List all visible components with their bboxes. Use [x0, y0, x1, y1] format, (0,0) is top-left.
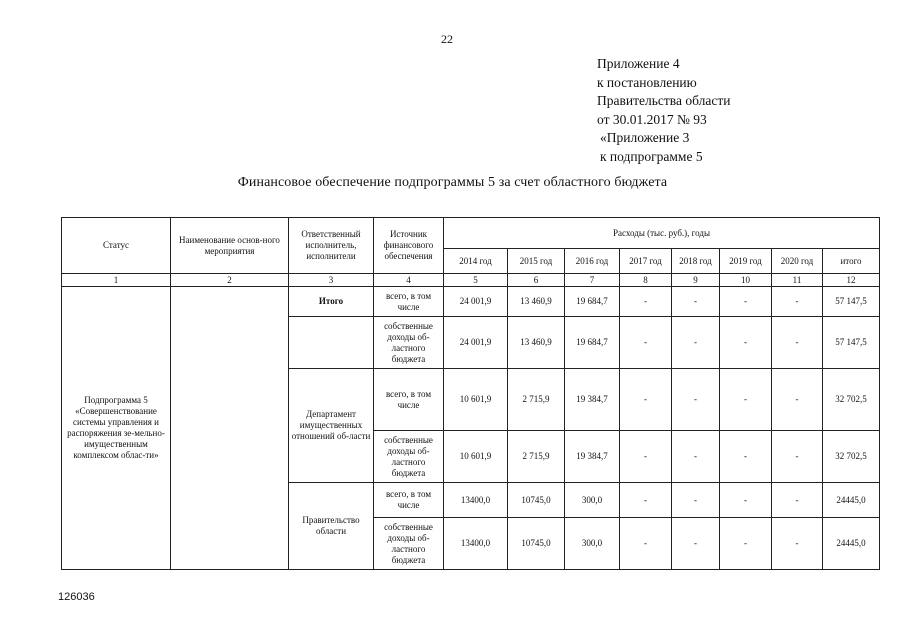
value-cell: 10745,0 — [508, 483, 565, 518]
document-title: Финансовое обеспечение подпрограммы 5 за счет областного бюджета — [237, 175, 668, 190]
value-cell: - — [620, 317, 672, 369]
appendix-line: Правительства области — [597, 93, 731, 108]
value-cell: - — [672, 483, 720, 518]
header-year: 2014 год — [444, 249, 508, 274]
header-source: Источник финансового обеспечения — [374, 218, 444, 274]
value-cell: - — [672, 287, 720, 317]
value-cell: 13400,0 — [444, 483, 508, 518]
executor-cell: Департамент имущественных отношений об-ласти — [289, 369, 374, 483]
column-number: 4 — [374, 274, 444, 287]
value-cell: 19 384,7 — [565, 431, 620, 483]
appendix-line: Приложение 4 — [597, 56, 680, 71]
column-number: 5 — [444, 274, 508, 287]
column-number: 3 — [289, 274, 374, 287]
value-cell: 13 460,9 — [508, 317, 565, 369]
value-cell: - — [772, 317, 823, 369]
value-cell: 19 684,7 — [565, 287, 620, 317]
value-cell: - — [672, 369, 720, 431]
value-cell: 2 715,9 — [508, 369, 565, 431]
column-number: 7 — [565, 274, 620, 287]
total-cell: 57 147,5 — [823, 317, 880, 369]
header-year: 2020 год — [772, 249, 823, 274]
total-cell: 24445,0 — [823, 518, 880, 570]
source-cell: собственные доходы об-ластного бюджета — [374, 518, 444, 570]
header-expenses: Расходы (тыс. руб.), годы — [444, 218, 880, 249]
value-cell: - — [772, 483, 823, 518]
total-cell: 32 702,5 — [823, 431, 880, 483]
value-cell: - — [620, 287, 672, 317]
value-cell: - — [772, 431, 823, 483]
measure-cell — [171, 287, 289, 570]
value-cell: - — [720, 483, 772, 518]
total-cell: 24445,0 — [823, 483, 880, 518]
value-cell: 300,0 — [565, 483, 620, 518]
value-cell: - — [720, 518, 772, 570]
value-cell: - — [620, 518, 672, 570]
value-cell: - — [720, 369, 772, 431]
appendix-line: «Приложение 3 — [600, 130, 690, 145]
column-number: 10 — [720, 274, 772, 287]
column-number: 6 — [508, 274, 565, 287]
value-cell: - — [772, 369, 823, 431]
value-cell: - — [620, 483, 672, 518]
value-cell: 24 001,9 — [444, 317, 508, 369]
source-cell: собственные доходы об-ластного бюджета — [374, 431, 444, 483]
appendix-line: к постановлению — [597, 74, 697, 90]
total-cell: 57 147,5 — [823, 287, 880, 317]
value-cell: 10 601,9 — [444, 369, 508, 431]
value-cell: 2 715,9 — [508, 431, 565, 483]
column-number: 1 — [62, 274, 171, 287]
executor-cell: Итого — [289, 287, 374, 317]
financing-table — [61, 217, 880, 570]
value-cell: 24 001,9 — [444, 287, 508, 317]
column-number: 8 — [620, 274, 672, 287]
value-cell: - — [772, 518, 823, 570]
source-cell: всего, в том числе — [374, 287, 444, 317]
executor-cell: Правительство области — [289, 483, 374, 570]
header-year: 2017 год — [620, 249, 672, 274]
value-cell: 10 601,9 — [444, 431, 508, 483]
source-cell: собственные доходы об-ластного бюджета — [374, 317, 444, 369]
value-cell: - — [672, 317, 720, 369]
total-cell: 32 702,5 — [823, 369, 880, 431]
appendix-line: от 30.01.2017 № 93 — [597, 111, 707, 127]
table-row — [62, 287, 880, 317]
value-cell: 19 684,7 — [565, 317, 620, 369]
column-number: 9 — [672, 274, 720, 287]
status-cell: Подпрограмма 5 «Совершенствование системы управления и распоряжения зе-мельно-имущественным комплексом облас-ти» — [62, 287, 171, 570]
value-cell: - — [720, 287, 772, 317]
header-year: 2016 год — [565, 249, 620, 274]
header-year: 2018 год — [672, 249, 720, 274]
value-cell: - — [672, 518, 720, 570]
value-cell: 19 384,7 — [565, 369, 620, 431]
value-cell: 10745,0 — [508, 518, 565, 570]
value-cell: 13400,0 — [444, 518, 508, 570]
document-code: 126036 — [58, 591, 95, 603]
appendix-line: к подпрограмме 5 — [600, 148, 703, 164]
header-executor: Ответственный исполнитель, исполнители — [289, 218, 374, 274]
column-number: 11 — [772, 274, 823, 287]
header-year: 2019 год — [720, 249, 772, 274]
column-number: 2 — [171, 274, 289, 287]
column-number: 12 — [823, 274, 880, 287]
executor-cell — [289, 317, 374, 369]
value-cell: 300,0 — [565, 518, 620, 570]
appendix-block — [597, 55, 730, 166]
header-measure: Наименование основ-ного мероприятия — [171, 218, 289, 274]
header-status: Статус — [62, 218, 171, 274]
value-cell: - — [620, 431, 672, 483]
source-cell: всего, в том числе — [374, 483, 444, 518]
value-cell: - — [672, 431, 720, 483]
source-cell: всего, в том числе — [374, 369, 444, 431]
value-cell: - — [720, 431, 772, 483]
value-cell: - — [620, 369, 672, 431]
page-number: 22 — [441, 32, 453, 46]
value-cell: - — [772, 287, 823, 317]
value-cell: - — [720, 317, 772, 369]
value-cell: 13 460,9 — [508, 287, 565, 317]
header-total: итого — [823, 249, 880, 274]
header-year: 2015 год — [508, 249, 565, 274]
